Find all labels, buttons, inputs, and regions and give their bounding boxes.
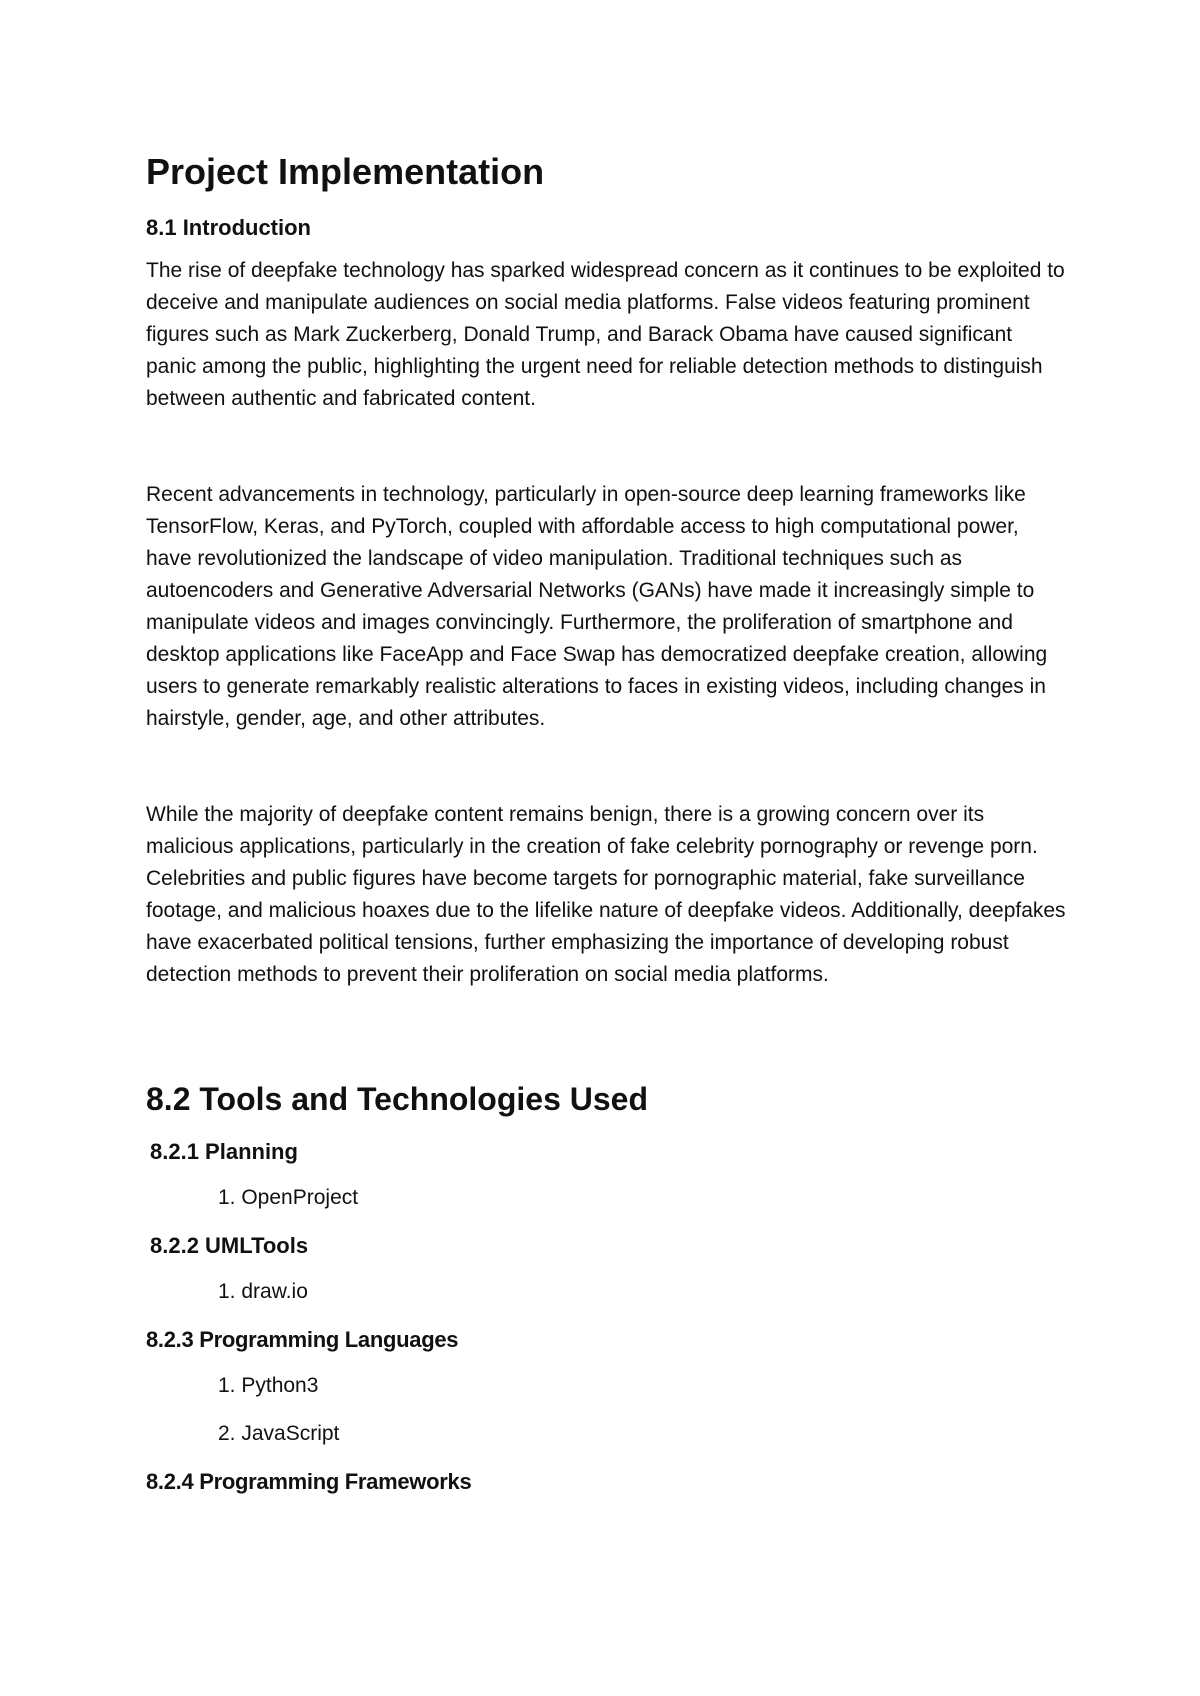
programming-frameworks-heading: 8.2.4 Programming Frameworks: [146, 1469, 472, 1494]
list-item: 1. OpenProject: [218, 1186, 359, 1209]
document-content: [146, 148, 1066, 1513]
page-title: Project Implementation: [146, 151, 545, 192]
list-item: 1. Python3: [218, 1374, 319, 1397]
list-item: 2. JavaScript: [218, 1422, 340, 1445]
planning-heading: 8.2.1 Planning: [150, 1139, 298, 1164]
intro-heading: 8.1 Introduction: [146, 215, 311, 240]
paragraph-spacer: [146, 415, 1066, 479]
intro-paragraph-1: The rise of deepfake technology has sparked widespread concern as it continues to be exploited to deceive and manipulate audiences on social media platforms. False videos featuring prominent figures such as Mark Zuckerberg, Donald Trump, and Barack Obama have caused significant panic among the public, highlighting the urgent need for reliable detection methods to distinguish between authentic and fabricated content.: [146, 259, 1065, 410]
uml-tools-heading: 8.2.2 UMLTools: [150, 1233, 309, 1258]
intro-paragraph-3: While the majority of deepfake content remains benign, there is a growing concern over its malicious applications, particularly in the creation of fake celebrity pornography or revenge porn. Celebrities and public figures have become targets for pornographic material, fake surveillance footage, and malicious hoaxes due to the lifelike nature of deepfake videos. Additionally, deepfakes have exacerbated political tensions, further emphasizing the importance of developing robust detection methods to prevent their proliferation on social media platforms.: [146, 803, 1066, 986]
programming-languages-heading: 8.2.3 Programming Languages: [146, 1327, 459, 1352]
list-item: 1. draw.io: [218, 1280, 308, 1303]
tools-section-heading: 8.2 Tools and Technologies Used: [146, 1081, 649, 1117]
paragraph-spacer: [146, 735, 1066, 799]
intro-paragraph-2: Recent advancements in technology, particularly in open-source deep learning frameworks like TensorFlow, Keras, and PyTorch, coupled with affordable access to high computational power, have revolutionized the landscape of video manipulation. Traditional techniques such as autoencoders and Generative Adversarial Networks (GANs) have made it increasingly simple to manipulate videos and images convincingly. Furthermore, the proliferation of smartphone and desktop applications like FaceApp and Face Swap has democratized deepfake creation, allowing users to generate remarkably realistic alterations to faces in existing videos, including changes in hairstyle, gender, age, and other attributes.: [146, 483, 1048, 730]
